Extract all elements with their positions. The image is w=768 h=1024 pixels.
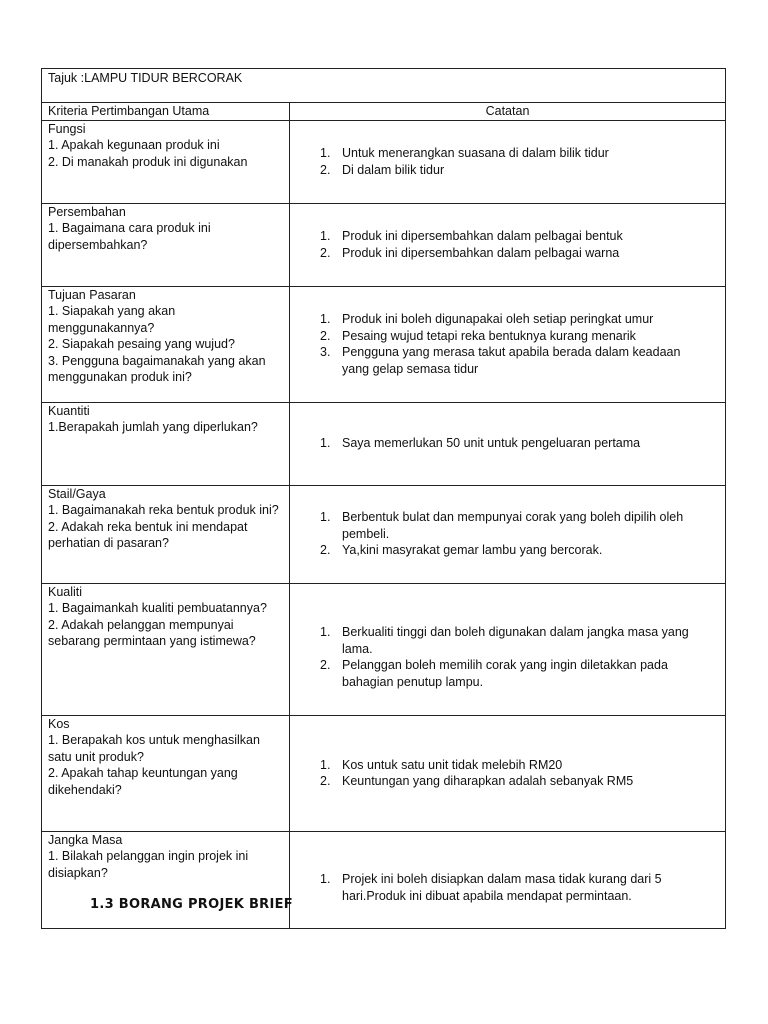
question: 1. Bagaimankah kualiti pembuatannya? [48, 601, 267, 615]
note-item: 1. Untuk menerangkan suasana di dalam bilik tidur [320, 146, 609, 160]
notes-cell [290, 286, 726, 402]
note-item: 2. Ya,kini masyrakat gemar lambu yang bercorak. [320, 543, 603, 558]
note-item: 2. Produk ini dipersembahkan dalam pelbagai warna [320, 245, 620, 260]
criterion-name: Kos [48, 716, 70, 731]
notes-list [290, 435, 719, 452]
criterion-name: Persembahan [48, 204, 126, 219]
criterion-cell [42, 715, 290, 831]
notes-cell [290, 120, 726, 203]
notes-cell [290, 715, 726, 831]
note-item: 1. Produk ini boleh digunapakai oleh setiap peringkat umur [320, 312, 654, 326]
question: 2. Adakah pelanggan mempunyai sebarang permintaan yang istimewa? [48, 617, 256, 648]
question: 1. Bagaimanakah reka bentuk produk ini? [48, 503, 279, 517]
question: 2. Apakah tahap keuntungan yang dikehendaki? [48, 766, 238, 797]
question: 3. Pengguna bagaimanakah yang akan menggunakan produk ini? [48, 353, 266, 384]
criterion-name: Kualiti [48, 584, 83, 599]
criterion-cell [42, 831, 290, 928]
question: 1. Apakah kegunaan produk ini [48, 138, 220, 152]
note-item: 1. Produk ini dipersembahkan dalam pelbagai bentuk [320, 229, 623, 243]
notes-list [290, 311, 719, 377]
question: 1. Siapakah yang akan menggunakannya? [48, 304, 176, 335]
note-item: 1. Projek ini boleh disiapkan dalam masa tidak kurang dari 5 hari.Produk ini dibuat apabila mendapat permintaan. [320, 872, 662, 903]
notes-list [290, 624, 719, 690]
question: 1.Berapakah jumlah yang diperlukan? [48, 420, 258, 434]
notes-list [290, 228, 719, 261]
question: 1. Bilakah pelanggan ingin projek ini disiapkan? [48, 849, 249, 880]
notes-cell [290, 583, 726, 715]
notes-list [290, 509, 719, 559]
criterion-cell [42, 485, 290, 583]
question: 1. Bagaimana cara produk ini dipersembahkan? [48, 221, 211, 252]
question: 2. Siapakah pesaing yang wujud? [48, 337, 235, 351]
notes-cell [290, 402, 726, 485]
criterion-cell [42, 120, 290, 203]
table-row [42, 120, 726, 203]
header-notes: Catatan [290, 103, 726, 121]
table-row [42, 485, 726, 583]
note-item: 2. Keuntungan yang diharapkan adalah sebanyak RM5 [320, 774, 634, 788]
question: 2. Adakah reka bentuk ini mendapat perhatian di pasaran? [48, 519, 248, 550]
table-row [42, 715, 726, 831]
notes-cell [290, 485, 726, 583]
header-row [42, 103, 726, 121]
note-item: 1. Berkualiti tinggi dan boleh digunakan dalam jangka masa yang lama. [320, 625, 689, 656]
notes-cell [290, 203, 726, 286]
table-row [42, 583, 726, 715]
note-item: 1. Saya memerlukan 50 unit untuk pengeluaran pertama [320, 436, 641, 451]
table-row [42, 203, 726, 286]
note-item: 1. Berbentuk bulat dan mempunyai corak yang boleh dipilih oleh pembeli. [320, 510, 684, 541]
criterion-name: Kuantiti [48, 403, 90, 418]
document-caption: 1.3 BORANG PROJEK BRIEF [90, 897, 293, 912]
table-row [42, 831, 726, 928]
document-title: Tajuk :LAMPU TIDUR BERCORAK [42, 69, 726, 103]
table-row [42, 402, 726, 485]
table-row [42, 286, 726, 402]
note-item: 2. Di dalam bilik tidur [320, 162, 445, 177]
criterion-name: Tujuan Pasaran [48, 287, 136, 302]
note-item: 3. Pengguna yang merasa takut apabila berada dalam keadaan yang gelap semasa tidur [320, 345, 681, 376]
note-item: 2. Pelanggan boleh memilih corak yang ingin diletakkan pada bahagian penutup lampu. [320, 658, 668, 689]
criterion-name: Stail/Gaya [48, 486, 106, 501]
criterion-name: Jangka Masa [48, 832, 123, 847]
note-item: 2. Pesaing wujud tetapi reka bentuknya kurang menarik [320, 328, 636, 343]
notes-list [290, 145, 719, 178]
project-brief-table [41, 68, 726, 929]
header-criteria: Kriteria Pertimbangan Utama [42, 103, 290, 121]
notes-list [290, 871, 719, 904]
criterion-cell [42, 583, 290, 715]
criterion-cell [42, 203, 290, 286]
criterion-cell [42, 286, 290, 402]
notes-list [290, 757, 719, 790]
question: 1. Berapakah kos untuk menghasilkan satu unit produk? [48, 733, 260, 764]
question: 2. Di manakah produk ini digunakan [48, 154, 248, 169]
notes-cell [290, 831, 726, 928]
criterion-name: Fungsi [48, 121, 86, 136]
criterion-cell [42, 402, 290, 485]
title-row [42, 69, 726, 103]
note-item: 1. Kos untuk satu unit tidak melebih RM20 [320, 757, 563, 772]
